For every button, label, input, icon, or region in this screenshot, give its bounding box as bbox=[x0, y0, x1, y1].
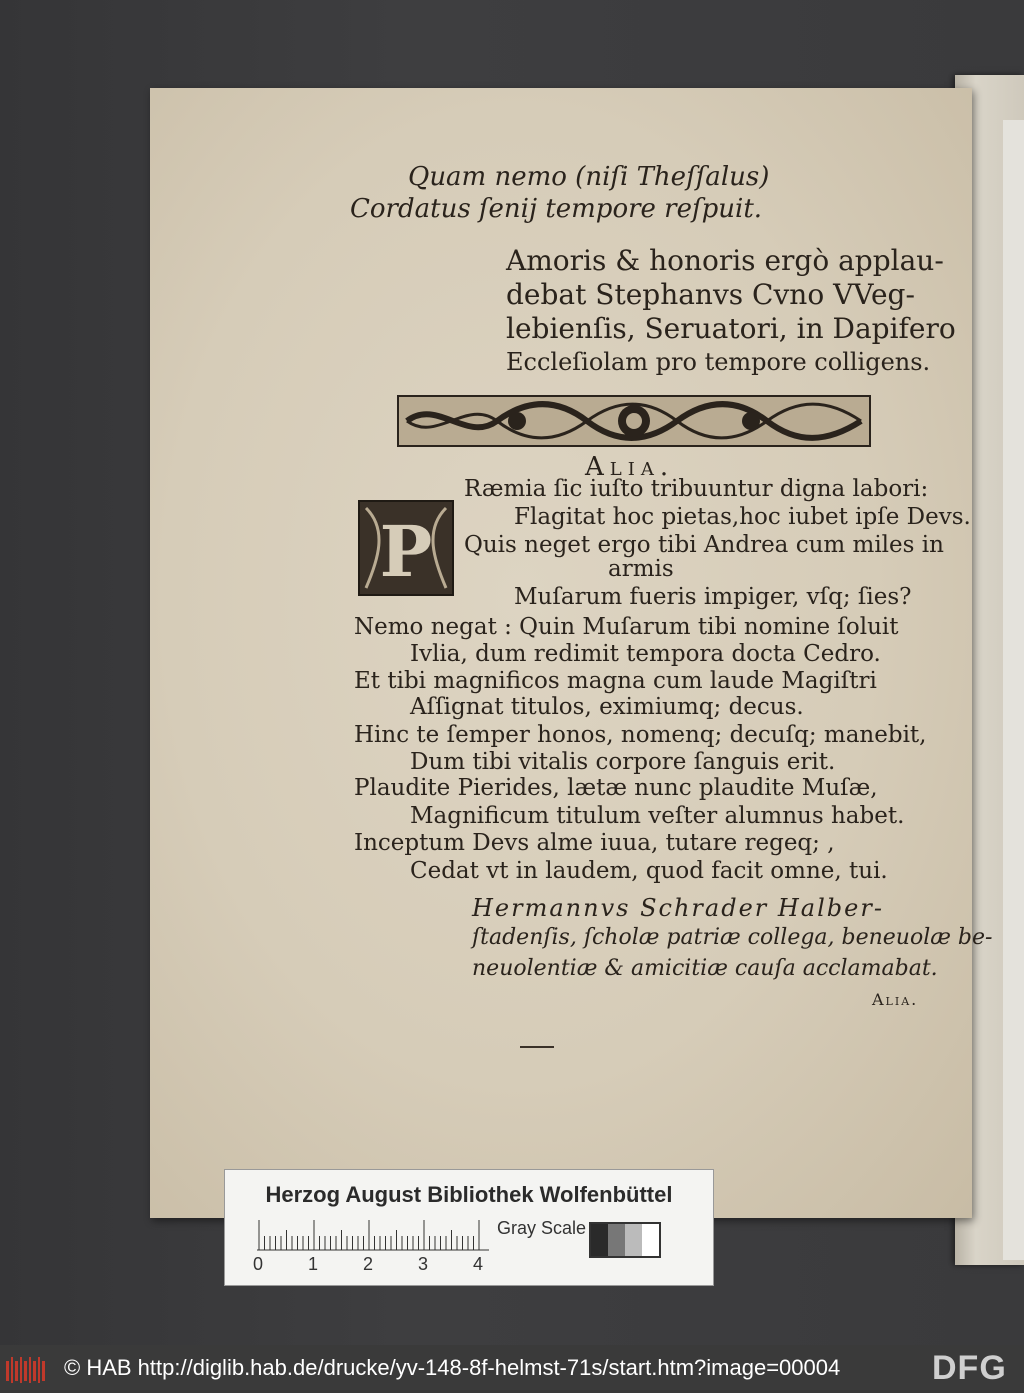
poem-line: Aſſignat titulos, eximiumq; decus. bbox=[410, 694, 804, 720]
gray-scale-label: Gray Scale bbox=[497, 1218, 587, 1238]
poem-line: Inceptum Devs alme iuua, tutare regeq; , bbox=[354, 830, 835, 856]
library-label bbox=[224, 1169, 714, 1286]
text-line: Amoris & honoris ergò applau- bbox=[506, 244, 944, 277]
dfg-logo: DFG bbox=[932, 1349, 1007, 1387]
poem-line: Muſarum fueris impiger, vſq; ſies? bbox=[514, 584, 912, 610]
credit-bar bbox=[0, 1345, 1024, 1393]
author-line: ſtadenſis, ſcholæ patriæ collega, beneuolæ be- bbox=[472, 925, 993, 950]
text-line: debat Stephanvs Cvno VVeg- bbox=[506, 278, 915, 311]
poem-line: armis bbox=[608, 556, 674, 582]
poem-line: Et tibi magnificos magna cum laude Magiſtri bbox=[354, 668, 877, 694]
scale-digit: 3 bbox=[418, 1254, 429, 1274]
barcode-icon bbox=[6, 1357, 46, 1383]
gray-scale-swatches bbox=[589, 1222, 661, 1258]
catchword: Alia. bbox=[872, 990, 919, 1009]
poem-line: Ivlia, dum redimit tempora docta Cedro. bbox=[410, 641, 881, 667]
scan-glass-edge bbox=[1003, 120, 1024, 1260]
poem-line: Cedat vt in laudem, quod facit omne, tui. bbox=[410, 858, 888, 884]
text-line: Cordatus ſenij tempore reſpuit. bbox=[350, 194, 763, 224]
poem-line: Magnificum titulum veſter alumnus habet. bbox=[410, 803, 905, 829]
library-name: Herzog August Bibliothek Wolfenbüttel bbox=[265, 1182, 673, 1207]
source-url[interactable]: © HAB http://diglib.hab.de/drucke/yv-148-8f-helmst-71s/start.htm?image=00004 bbox=[64, 1355, 841, 1380]
scale-digit: 0 bbox=[253, 1254, 264, 1274]
poem-line: Flagitat hoc pietas,hoc iubet ipſe Devs. bbox=[514, 504, 971, 530]
text-line: Quam nemo (niſi Theſſalus) bbox=[408, 162, 770, 192]
scale-ruler bbox=[257, 1216, 489, 1252]
svg-text:P: P bbox=[379, 510, 433, 593]
scale-digit: 2 bbox=[363, 1254, 374, 1274]
poem-line: Dum tibi vitalis corpore ſanguis erit. bbox=[410, 749, 836, 775]
scale-digit: 1 bbox=[308, 1254, 319, 1274]
page-rule bbox=[520, 1046, 554, 1048]
poem-line: Quis neget ergo tibi Andrea cum miles in bbox=[464, 532, 944, 558]
poem-line: Hinc te ſemper honos, nomenq; decuſq; manebit, bbox=[354, 722, 927, 748]
poem-line: Plaudite Pierides, lætæ nunc plaudite Muſæ, bbox=[354, 775, 878, 801]
author-line: Hermannvs Schrader Halber- bbox=[472, 894, 884, 922]
author-line: neuolentiæ & amicitiæ cauſa acclamabat. bbox=[472, 956, 938, 981]
decorative-ornament-band bbox=[397, 393, 871, 449]
poem-line: Nemo negat : Quin Muſarum tibi nomine ſoluit bbox=[354, 614, 899, 640]
poem-line: Ræmia ſic iuſto tribuuntur digna labori: bbox=[464, 476, 929, 502]
text-line: Eccleſiolam pro tempore colligens. bbox=[506, 348, 931, 376]
decorated-initial-p bbox=[358, 500, 454, 596]
section-heading: Alia. bbox=[585, 452, 675, 482]
scale-digit: 4 bbox=[473, 1254, 484, 1274]
text-line: lebienſis, Seruatori, in Dapifero bbox=[506, 312, 956, 345]
